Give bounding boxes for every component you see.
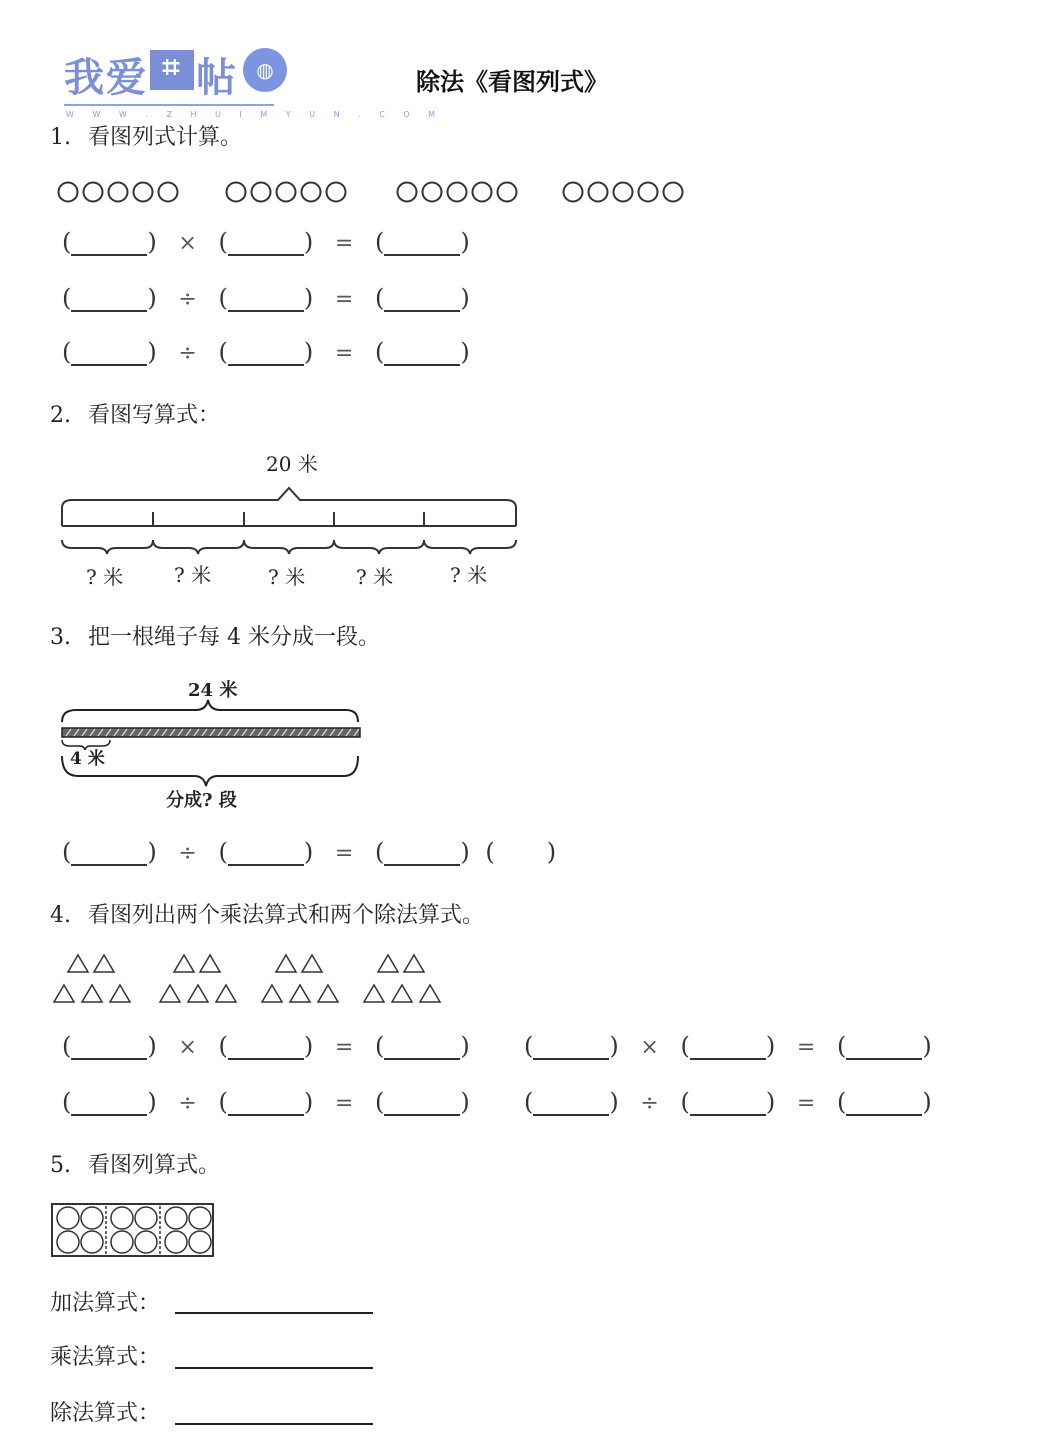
q5-multiplication-label: 乘法算式： bbox=[50, 1345, 161, 1370]
triangle-shape bbox=[420, 985, 440, 1002]
q4-equation-left-1: ( ) × ( ) = ( ) bbox=[62, 1032, 470, 1060]
answer-blank[interactable] bbox=[228, 1088, 304, 1116]
q2-part-label: ? 米 bbox=[450, 563, 488, 587]
divide-sign: ÷ bbox=[178, 287, 197, 312]
circle-shape bbox=[227, 183, 246, 202]
triangle-shape bbox=[94, 955, 114, 972]
circle-shape bbox=[111, 1231, 133, 1253]
circle-shape bbox=[448, 183, 467, 202]
circle-shape bbox=[327, 183, 346, 202]
question-text: 看图写算式： bbox=[88, 403, 221, 428]
question-number: 4. bbox=[50, 903, 71, 928]
answer-blank[interactable] bbox=[690, 1032, 766, 1060]
triangle-shape bbox=[404, 955, 424, 972]
divide-sign: ÷ bbox=[178, 841, 197, 866]
q4-triangles-figure bbox=[48, 950, 468, 1010]
circle-shape bbox=[664, 183, 683, 202]
q5-addition-label: 加法算式： bbox=[50, 1291, 161, 1316]
circle-shape bbox=[159, 183, 178, 202]
question-number: 1. bbox=[50, 125, 71, 150]
divide-sign: ÷ bbox=[178, 1091, 197, 1116]
q2-sub-brace bbox=[334, 540, 424, 554]
q4-equation-right-2: ( ) ÷ ( ) = ( ) bbox=[524, 1088, 932, 1116]
q5-grouped-circles-figure bbox=[50, 1202, 218, 1260]
q2-segment-diagram bbox=[50, 446, 530, 596]
answer-blank[interactable] bbox=[228, 284, 304, 312]
circle-shape bbox=[111, 1207, 133, 1229]
page-title: 除法《看图列式》 bbox=[416, 67, 608, 96]
triangle-shape bbox=[188, 985, 208, 1002]
q2-sub-brace bbox=[244, 540, 334, 554]
question-3 bbox=[50, 620, 380, 651]
question-text: 看图列式计算。 bbox=[88, 125, 243, 150]
circle-shape bbox=[498, 183, 517, 202]
equals-sign: = bbox=[334, 341, 354, 366]
q4-equation-right-1: ( ) × ( ) = ( ) bbox=[524, 1032, 932, 1060]
answer-blank[interactable] bbox=[228, 338, 304, 366]
answer-blank[interactable] bbox=[384, 838, 460, 866]
triangle-shape bbox=[110, 985, 130, 1002]
q1-circles-figure bbox=[50, 172, 710, 212]
logo-subtitle: W W W . Z H U I M Y U N . C O M bbox=[66, 110, 444, 119]
equals-sign: = bbox=[796, 1091, 816, 1116]
circle-shape bbox=[398, 183, 417, 202]
answer-blank[interactable] bbox=[228, 1032, 304, 1060]
q3-equation: ( ) ÷ ( ) = ( ) ( ) bbox=[62, 838, 557, 866]
triangle-shape bbox=[68, 955, 88, 972]
triangle-shape bbox=[262, 985, 282, 1002]
answer-blank[interactable] bbox=[384, 338, 460, 366]
q2-top-brace bbox=[62, 488, 516, 526]
q2-part-label: ? 米 bbox=[268, 565, 306, 589]
question-number: 2. bbox=[50, 403, 71, 428]
question-1 bbox=[50, 120, 242, 151]
q2-part-label: ? 米 bbox=[174, 563, 212, 587]
q2-part-label: ? 米 bbox=[356, 565, 394, 589]
equals-sign: = bbox=[334, 1091, 354, 1116]
triangle-shape bbox=[54, 985, 74, 1002]
divide-sign: ÷ bbox=[178, 341, 197, 366]
logo-underline bbox=[64, 104, 274, 106]
q3-rope-diagram bbox=[56, 672, 376, 822]
multiplication-answer-line[interactable] bbox=[175, 1365, 373, 1369]
question-2 bbox=[50, 398, 220, 429]
q2-total-label: 20 米 bbox=[266, 452, 318, 476]
answer-blank[interactable] bbox=[384, 1032, 460, 1060]
logo bbox=[64, 46, 238, 103]
triangle-shape bbox=[174, 955, 194, 972]
circle-shape bbox=[639, 183, 658, 202]
circle-shape bbox=[189, 1231, 211, 1253]
answer-blank[interactable] bbox=[690, 1088, 766, 1116]
q5-frame bbox=[52, 1204, 213, 1256]
logo-text: 我爱 bbox=[64, 55, 148, 101]
triangle-shape bbox=[302, 955, 322, 972]
q1-equation-3: ( ) ÷ ( ) = ( ) bbox=[62, 338, 470, 366]
q3-bottom-brace bbox=[62, 756, 358, 786]
triangle-shape bbox=[318, 985, 338, 1002]
circle-shape bbox=[59, 183, 78, 202]
q2-sub-brace bbox=[153, 540, 244, 554]
circle-shape bbox=[423, 183, 442, 202]
triangle-shape bbox=[364, 985, 384, 1002]
answer-blank[interactable] bbox=[384, 1088, 460, 1116]
q3-part-label: 4 米 bbox=[70, 749, 105, 769]
q4-equation-left-2: ( ) ÷ ( ) = ( ) bbox=[62, 1088, 470, 1116]
answer-blank[interactable] bbox=[384, 284, 460, 312]
answer-blank[interactable] bbox=[228, 838, 304, 866]
addition-answer-line[interactable] bbox=[175, 1310, 373, 1314]
circle-shape bbox=[57, 1231, 79, 1253]
question-text: 看图列出两个乘法算式和两个除法算式。 bbox=[88, 903, 485, 928]
equals-sign: = bbox=[334, 231, 354, 256]
circle-shape bbox=[135, 1207, 157, 1229]
circle-shape bbox=[81, 1207, 103, 1229]
multiply-sign: × bbox=[640, 1035, 659, 1060]
triangle-shape bbox=[82, 985, 102, 1002]
multiply-sign: × bbox=[178, 231, 197, 256]
q2-part-label: ? 米 bbox=[86, 565, 124, 589]
answer-blank[interactable] bbox=[71, 1088, 147, 1116]
q1-equation-1: ( ) × ( ) = ( ) bbox=[62, 228, 470, 256]
answer-blank[interactable] bbox=[384, 228, 460, 256]
circle-shape bbox=[564, 183, 583, 202]
question-number: 5. bbox=[50, 1153, 71, 1178]
q2-sub-brace bbox=[62, 540, 153, 554]
answer-blank[interactable] bbox=[71, 838, 147, 866]
divide-sign: ÷ bbox=[640, 1091, 659, 1116]
triangle-shape bbox=[290, 985, 310, 1002]
triangle-shape bbox=[378, 955, 398, 972]
circle-shape bbox=[84, 183, 103, 202]
circle-shape bbox=[589, 183, 608, 202]
answer-blank[interactable] bbox=[71, 228, 147, 256]
triangle-shape bbox=[276, 955, 296, 972]
multiply-sign: × bbox=[178, 1035, 197, 1060]
logo-text-2: 帖 bbox=[196, 55, 238, 101]
circle-shape bbox=[57, 1207, 79, 1229]
question-text: 看图列算式。 bbox=[88, 1153, 221, 1178]
circle-shape bbox=[165, 1231, 187, 1253]
circle-shape bbox=[302, 183, 321, 202]
equals-sign: = bbox=[334, 1035, 354, 1060]
logo-block-icon: ⌗ bbox=[150, 50, 194, 90]
circle-shape bbox=[135, 1231, 157, 1253]
q3-count-label: 分成? 段 bbox=[166, 790, 237, 811]
triangle-shape bbox=[216, 985, 236, 1002]
equals-sign: = bbox=[796, 1035, 816, 1060]
q3-top-brace bbox=[62, 700, 358, 722]
circle-shape bbox=[134, 183, 153, 202]
circle-shape bbox=[109, 183, 128, 202]
answer-blank[interactable] bbox=[846, 1088, 922, 1116]
triangle-shape bbox=[392, 985, 412, 1002]
question-number: 3. bbox=[50, 625, 71, 650]
equals-sign: = bbox=[334, 841, 354, 866]
circle-shape bbox=[277, 183, 296, 202]
circle-shape bbox=[165, 1207, 187, 1229]
circle-shape bbox=[252, 183, 271, 202]
answer-blank[interactable] bbox=[846, 1032, 922, 1060]
triangle-shape bbox=[200, 955, 220, 972]
q3-total-label: 24 米 bbox=[188, 680, 238, 701]
circle-shape bbox=[81, 1231, 103, 1253]
answer-blank[interactable] bbox=[533, 1032, 609, 1060]
triangle-shape bbox=[160, 985, 180, 1002]
q2-sub-brace bbox=[424, 540, 516, 554]
answer-blank[interactable] bbox=[71, 338, 147, 366]
answer-blank[interactable] bbox=[533, 1088, 609, 1116]
circle-shape bbox=[614, 183, 633, 202]
answer-blank[interactable] bbox=[228, 228, 304, 256]
question-text: 把一根绳子每 4 米分成一段。 bbox=[88, 625, 380, 650]
division-answer-line[interactable] bbox=[175, 1421, 373, 1425]
equals-sign: = bbox=[334, 287, 354, 312]
answer-blank[interactable] bbox=[71, 1032, 147, 1060]
answer-blank[interactable] bbox=[71, 284, 147, 312]
logo-badge-icon: ◍ bbox=[243, 48, 287, 92]
circle-shape bbox=[189, 1207, 211, 1229]
question-4 bbox=[50, 898, 484, 929]
question-5 bbox=[50, 1148, 220, 1179]
q1-equation-2: ( ) ÷ ( ) = ( ) bbox=[62, 284, 470, 312]
circle-shape bbox=[473, 183, 492, 202]
q5-division-label: 除法算式： bbox=[50, 1401, 161, 1426]
